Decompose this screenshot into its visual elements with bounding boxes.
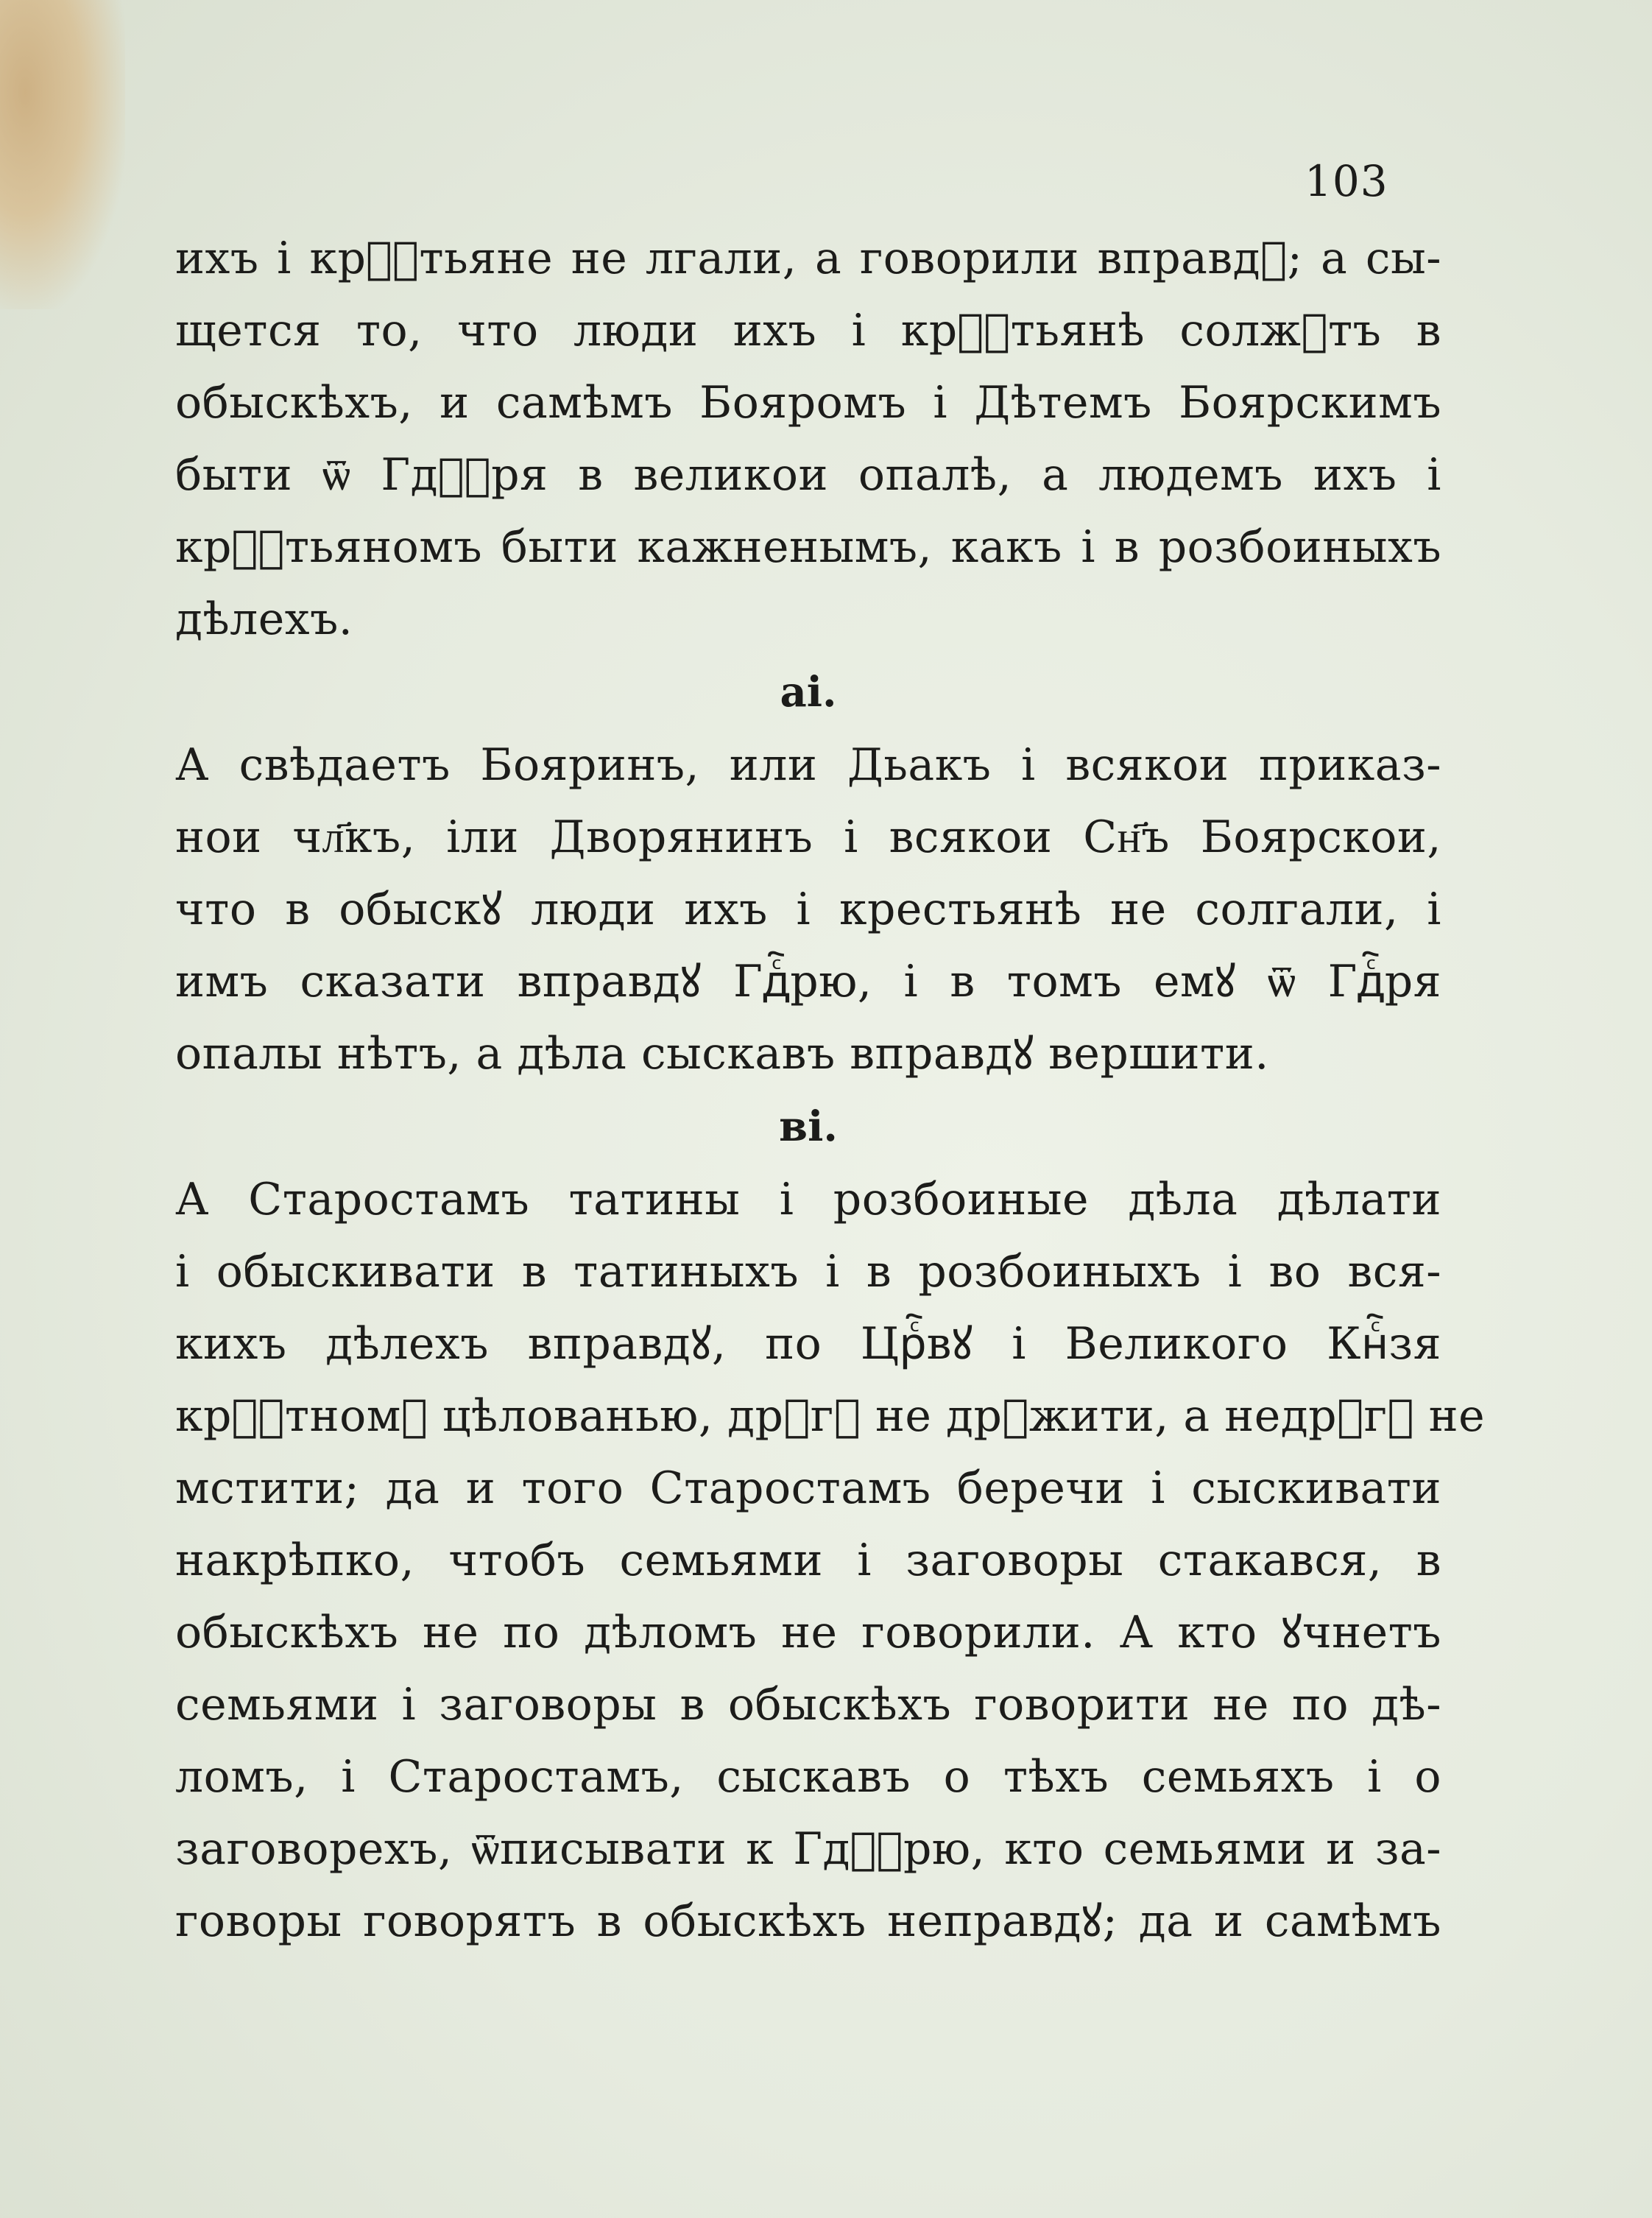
- text-line: дѣлехъ.: [175, 594, 353, 645]
- text-line: быти ѿ Гдⷭ҇ря в великои опалѣ, а людемъ ихъ і: [175, 449, 1441, 501]
- text-line: имъ сказати вправдꙋ Гдⷭ҇рю, і в томъ емꙋ ѿ Гдⷭ҇ря: [175, 956, 1441, 1007]
- text-line: щется то, что люди ихъ і крⷭ҇тьянѣ солжꙋтъ в: [175, 305, 1441, 356]
- section-heading: аі.: [780, 668, 837, 717]
- text-line: семьями і заговоры в обыскѣхъ говорити не по дѣ-: [175, 1679, 1441, 1731]
- text-line: обыскѣхъ, и самѣмъ Бояромъ і Дѣтемъ Боярскимъ: [175, 377, 1441, 429]
- text-line: ихъ і крⷭ҇тьяне не лгали, а говорили вправдꙋ; а сы-: [175, 233, 1441, 284]
- text-line: мстити; да и того Старостамъ беречи і сыскивати: [175, 1462, 1441, 1514]
- text-line: крⷭ҇тьяномъ быти кажненымъ, какъ і в розбоиныхъ: [175, 521, 1441, 573]
- text-line: обыскѣхъ не по дѣломъ не говорили. А кто ꙋчнетъ: [175, 1607, 1441, 1658]
- text-block: [175, 222, 1486, 1957]
- page-stain: [0, 0, 125, 309]
- text-line: что в обыскꙋ люди ихъ і крестьянѣ не солгали, і: [175, 884, 1441, 935]
- text-line: крⷭ҇тномꙋ цѣлованью, дрꙋгꙋ не дрꙋжити, а недрꙋгꙋ не: [175, 1390, 1486, 1442]
- text-line: А Старостамъ татины і розбоиные дѣла дѣлати: [175, 1174, 1441, 1225]
- text-line: ломъ, і Старостамъ, сыскавъ о тѣхъ семьяхъ і о: [175, 1751, 1441, 1803]
- page-number: 103: [1305, 156, 1388, 206]
- text-line: накрѣпко, чтобъ семьями і заговоры стакався, в: [175, 1535, 1441, 1586]
- text-line: кихъ дѣлехъ вправдꙋ, по Црⷭ҇вꙋ і Великого Кнⷭ҇зя: [175, 1318, 1441, 1370]
- text-line: говоры говорятъ в обыскѣхъ неправдꙋ; да и самѣмъ: [175, 1895, 1441, 1947]
- section-heading: ві.: [779, 1102, 838, 1151]
- text-line: заговорехъ, ѿписывати к Гдⷭ҇рю, кто семьями и за-: [175, 1823, 1441, 1875]
- text-line: опалы нѣтъ, а дѣла сыскавъ вправдꙋ вершити.: [175, 1028, 1269, 1080]
- text-line: А свѣдаетъ Бояринъ, или Дьакъ і всякои приказ-: [175, 739, 1441, 791]
- text-line: і обыскивати в татиныхъ і в розбоиныхъ і во вся-: [175, 1246, 1441, 1298]
- text-line: нои чл҃къ, іли Дворянинъ і всякои Сн҃ъ Боярскои,: [175, 811, 1441, 863]
